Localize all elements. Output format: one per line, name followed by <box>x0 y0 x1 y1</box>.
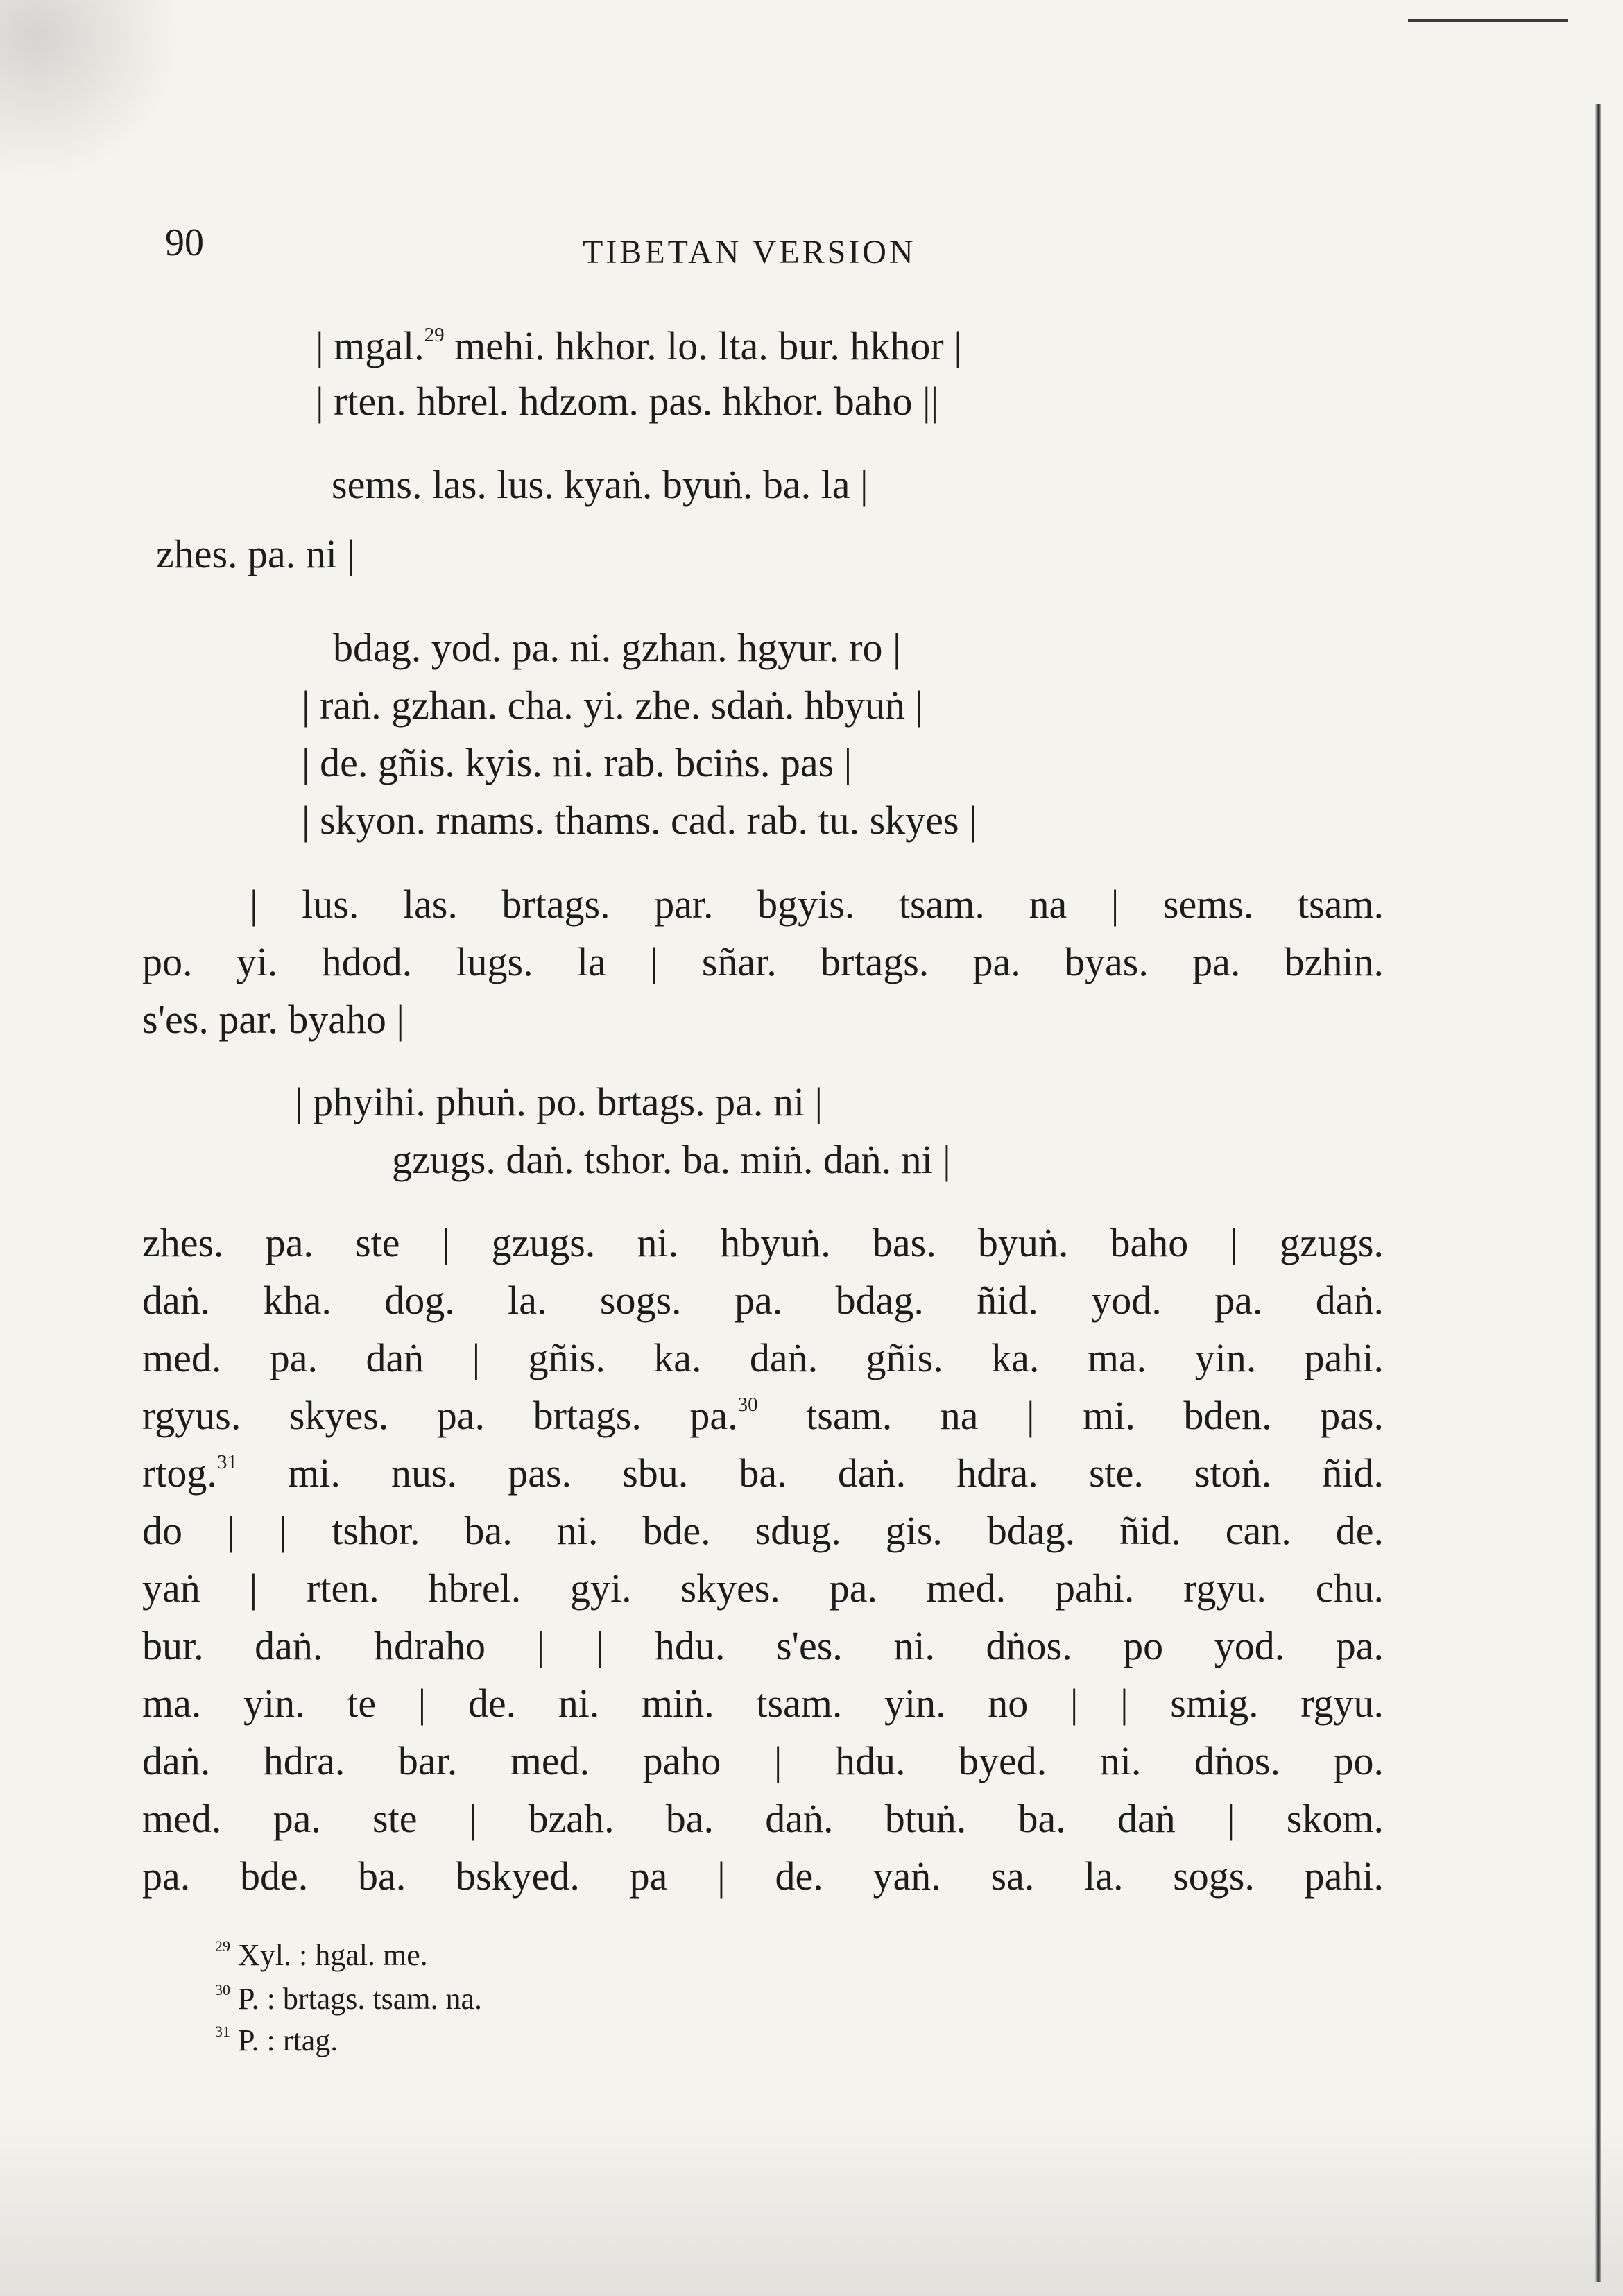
paragraph-line: po. yi. hdod. lugs. la | sñar. brtags. pa. byas. pa. bzhin. <box>142 939 1384 984</box>
paragraph-line: zhes. pa. ste | gzugs. ni. hbyuṅ. bas. byuṅ. baho | gzugs. <box>142 1220 1384 1265</box>
scan-noise <box>0 0 180 180</box>
footnote-ref: 30 <box>737 1393 758 1416</box>
footnote-ref: 29 <box>424 323 445 346</box>
running-head: TIBETAN VERSION <box>583 234 916 271</box>
paragraph-line: rgyus. skyes. pa. brtags. pa.$^{30}$ tsam. na | mi. bden. pas. <box>142 1393 1384 1438</box>
paragraph-line: s'es. par. byaho | <box>142 997 405 1042</box>
paragraph-line: rtog.$^{31}$ mi. nus. pas. sbu. ba. daṅ. hdra. ste. stoṅ. ñid. <box>142 1450 1384 1496</box>
paragraph-line: | lus. las. brtags. par. bgyis. tsam. na | sems. tsam. <box>250 882 1384 927</box>
footnote: $^{31}$ P. : rtag. <box>215 2023 338 2057</box>
verse-line: sems. las. lus. kyaṅ. byuṅ. ba. la | <box>332 462 868 507</box>
paragraph-line: bur. daṅ. hdraho | | hdu. s'es. ni. dṅos. po yod. pa. <box>142 1623 1384 1668</box>
paragraph-line: yaṅ | rten. hbrel. gyi. skyes. pa. med. pahi. rgyu. chu. <box>142 1566 1384 1611</box>
footnote-number: 29 <box>215 1937 230 1955</box>
text-line: zhes. pa. ni | <box>156 531 356 576</box>
footnote-number: 31 <box>215 2023 230 2041</box>
paragraph-line: do | | tshor. ba. ni. bde. sdug. gis. bdag. ñid. can. de. <box>142 1508 1384 1553</box>
verse-line: | skyon. rnams. thams. cad. rab. tu. skyes | <box>302 798 977 843</box>
verse-line: | de. gñis. kyis. ni. rab. bciṅs. pas | <box>302 740 852 785</box>
paragraph-line: med. pa. daṅ | gñis. ka. daṅ. gñis. ka. ma. yin. pahi. <box>142 1335 1384 1380</box>
footnote-ref: 31 <box>216 1450 237 1473</box>
verse-line: | rten. hbrel. hdzom. pas. hkhor. baho || <box>316 379 939 424</box>
footnote-number: 30 <box>215 1981 230 1999</box>
footnote: $^{29}$ Xyl. : hgal. me. <box>215 1937 428 1972</box>
paragraph-line: ma. yin. te | de. ni. miṅ. tsam. yin. no | | smig. rgyu. <box>142 1681 1384 1726</box>
scan-noise <box>0 2116 1623 2296</box>
verse-line: | phyihi. phuṅ. po. brtags. pa. ni | <box>295 1079 823 1124</box>
verse-line: gzugs. daṅ. tshor. ba. miṅ. daṅ. ni | <box>392 1137 951 1182</box>
verse-line: bdag. yod. pa. ni. gzhan. hgyur. ro | <box>333 625 901 670</box>
paragraph-line: daṅ. hdra. bar. med. paho | hdu. byed. ni. dṅos. po. <box>142 1738 1384 1783</box>
footnote: $^{30}$ P. : brtags. tsam. na. <box>215 1981 482 2016</box>
page-edge-top <box>1408 19 1568 22</box>
verse-line: | raṅ. gzhan. cha. yi. zhe. sdaṅ. hbyuṅ | <box>302 683 924 728</box>
paragraph-line: med. pa. ste | bzah. ba. daṅ. btuṅ. ba. daṅ | skom. <box>142 1796 1384 1841</box>
verse-line: | mgal.$^{29}$ mehi. hkhor. lo. lta. bur. hkhor | <box>316 323 962 368</box>
page-number: 90 <box>165 221 204 264</box>
paragraph-line: pa. bde. ba. bskyed. pa | de. yaṅ. sa. la. sogs. pahi. <box>142 1853 1384 1899</box>
page-edge-right <box>1595 104 1601 2282</box>
paragraph-line: daṅ. kha. dog. la. sogs. pa. bdag. ñid. yod. pa. daṅ. <box>142 1278 1384 1323</box>
